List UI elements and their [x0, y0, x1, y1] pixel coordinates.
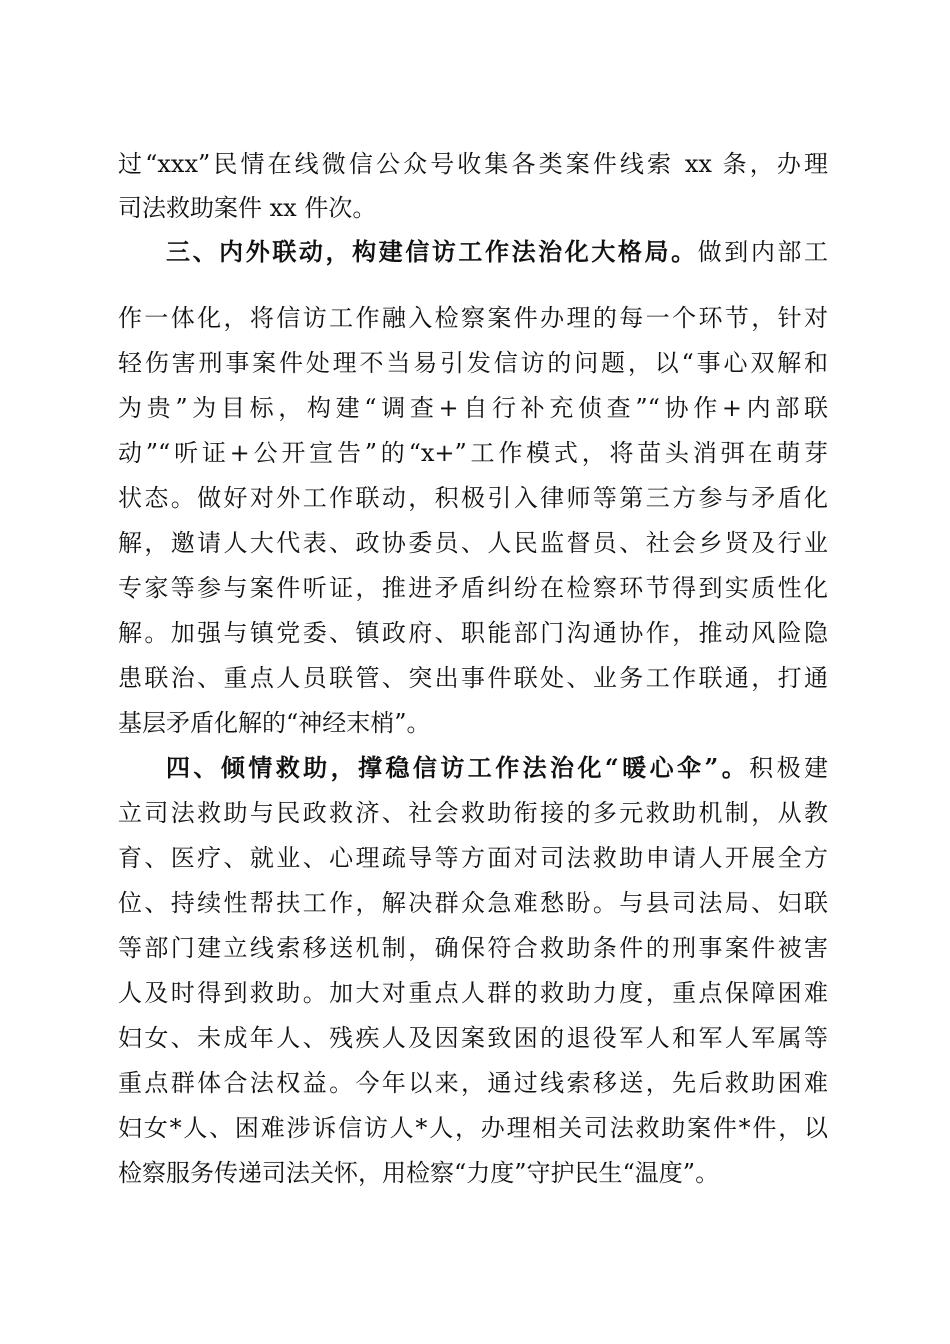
section-three-heading: 三、内外联动，构建信访工作法治化大格局。: [166, 237, 698, 266]
paragraph-line: 动”“听证+公开宣告”的“x+”工作模式，将苗头消弭在萌芽: [118, 439, 828, 467]
paragraph-line: 重点群体合法权益。今年以来，通过线索移送，先后救助困难: [118, 1069, 828, 1097]
paragraph-line: 为贵”为目标，构建“调查+自行补充侦查”“协作+内部联: [118, 394, 828, 422]
paragraph-line: 解。加强与镇党委、镇政府、职能部门沟通协作，推动风险隐: [118, 619, 828, 647]
paragraph-line: 育、医疗、就业、心理疏导等方面对司法救助申请人开展全方: [118, 844, 828, 872]
paragraph-line: 等部门建立线索移送机制，确保符合救助条件的刑事案件被害: [118, 934, 828, 962]
paragraph-line: 位、持续性帮扶工作，解决群众急难愁盼。与县司法局、妇联: [118, 889, 828, 917]
section-four-first-line: [166, 746, 828, 790]
paragraph-line: 作一体化，将信访工作融入检察案件办理的每一个环节，针对: [118, 304, 828, 332]
section-three-first-line: [166, 230, 828, 274]
paragraph-line: 检察服务传递司法关怀，用检察“力度”守护民生“温度”。: [118, 1159, 720, 1187]
paragraph-line: 轻伤害刑事案件处理不当易引发信访的问题，以“事心双解和: [118, 349, 828, 377]
paragraph-line: 立司法救助与民政救济、社会救助衔接的多元救助机制，从教: [118, 799, 828, 827]
paragraph-line: 司法救助案件 xx 件次。: [118, 194, 377, 222]
paragraph-line: 专家等参与案件听证，推进矛盾纠纷在检察环节得到实质性化: [118, 574, 828, 602]
paragraph-line: 基层矛盾化解的“神经末梢”。: [118, 709, 431, 737]
section-three-text: 做到内部工: [697, 238, 829, 266]
paragraph-line: 患联治、重点人员联管、突出事件联处、业务工作联通，打通: [118, 664, 828, 692]
paragraph-line: 人及时得到救助。加大对重点人群的救助力度，重点保障困难: [118, 979, 828, 1007]
paragraph-line: 妇女、未成年人、残疾人及因案致困的退役军人和军人军属等: [118, 1024, 828, 1052]
section-four-text: 积极建: [749, 754, 829, 782]
paragraph-line: 状态。做好对外工作联动，积极引入律师等第三方参与矛盾化: [118, 484, 828, 512]
section-four-heading: 四、倾情救助，撑稳信访工作法治化“暖心伞”。: [166, 753, 750, 782]
paragraph-line: 妇女*人、困难涉诉信访人*人，办理相关司法救助案件*件，以: [118, 1114, 828, 1142]
paragraph-line: 过“xxx”民情在线微信公众号收集各类案件线索 xx 条，办理: [118, 150, 828, 178]
paragraph-line: 解，邀请人大代表、政协委员、人民监督员、社会乡贤及行业: [118, 529, 828, 557]
